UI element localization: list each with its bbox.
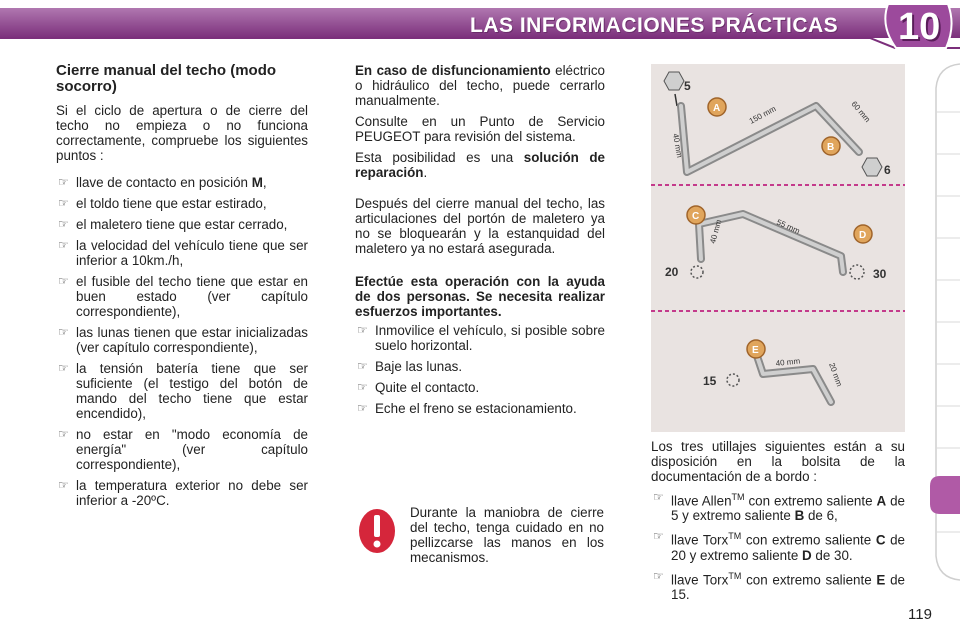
hand-pointer-icon: ☞ [653,568,664,583]
tool-label: 20 [665,265,679,279]
middle-column [355,63,605,422]
list-item: ☞ llave Torx™ con extremo saliente E de 15. [653,568,905,603]
header-title: LAS INFORMACIONES PRÁCTICAS [470,14,839,37]
list-item: ☞ la tensión batería tiene que ser suficiente (el testigo del botón de mando del techo tiene que estar encendido), [58,361,308,421]
tool-label: 15 [703,374,717,388]
tools-diagram [651,64,905,432]
dimension-label: 150 mm [747,104,778,126]
malfunction-paragraph: En caso de disfuncionamiento eléctrico o hidráulico del techo, puede cerrarlo manualmente. [355,63,605,108]
after-closing-paragraph: Después del cierre manual del techo, las articulaciones del portón de maletero ya no se bloquearán y la estanquidad del maletero ya no estará asegurada. [355,196,605,256]
list-item: ☞ Baje las lunas. [357,359,463,374]
list-item: ☞ Eche el freno se estacionamiento. [357,401,577,416]
tools-illustration [651,64,905,432]
dimension-label: 40 mm [775,356,801,368]
hand-pointer-icon: ☞ [58,238,69,252]
list-item: ☞ el toldo tiene que estar estirado, [58,196,267,211]
hand-pointer-icon: ☞ [58,196,69,210]
dimension-label: 20 mm [827,361,844,388]
hand-pointer-icon: ☞ [58,325,69,339]
hand-pointer-icon: ☞ [58,361,69,375]
list-item: ☞ Quite el contacto. [357,380,480,395]
list-item: ☞ el fusible del techo tiene que estar en buen estado (ver capítulo correspondiente), [58,274,308,319]
hand-pointer-icon: ☞ [58,274,69,288]
active-chapter-tab [930,476,960,514]
tool-label: A [713,103,721,114]
hand-pointer-icon: ☞ [357,380,368,394]
hand-pointer-icon: ☞ [58,217,69,231]
hand-pointer-icon: ☞ [357,359,368,373]
list-item: ☞ las lunas tienen que estar inicializadas (ver capítulo correspondiente), [58,325,308,355]
two-people-heading: Efectúe esta operación con la ayuda de dos personas. Se necesita realizar esfuerzos importantes. [355,274,605,319]
allen-key-tool [664,72,891,177]
torx-key-tool-15 [703,340,844,402]
section-title: Cierre manual del techo (modo socorro) [56,62,277,95]
check-list [56,175,308,508]
tool-label: B [827,142,835,153]
tool-label: 30 [873,267,887,281]
right-column [651,439,905,608]
hand-pointer-icon: ☞ [58,175,69,189]
list-item: ☞ llave de contacto en posición M, [58,175,267,190]
service-paragraph: Consulte en un Punto de Servicio PEUGEOT para revisión del sistema. [355,114,605,144]
page-header [0,0,960,52]
list-item: ☞ no estar en "modo economía de energía" (ver capítulo correspondiente), [58,427,308,472]
tools-list [651,490,905,602]
dimension-label: 40 mm [708,218,724,245]
tool-label: E [752,345,759,356]
list-item: ☞ llave Allen™ con extremo saliente A de 5 y extremo saliente B de 6, [653,490,905,524]
hand-pointer-icon: ☞ [653,529,664,544]
tool-label: D [859,230,867,241]
left-column [56,63,308,514]
warning-icon [357,507,397,560]
intro-paragraph: Si el ciclo de apertura o de cierre del techo no empieza o no funciona correctamente, compruebe los siguientes puntos : [56,103,308,163]
list-item: ☞ la temperatura exterior no debe ser inferior a -20ºC. [58,478,308,508]
warning-note [410,505,604,571]
hand-pointer-icon: ☞ [58,478,69,492]
chapter-number: 10 [898,6,941,48]
dimension-label: 60 mm [849,99,873,125]
hand-pointer-icon: ☞ [653,490,664,504]
repair-paragraph: Esta posibilidad es una solución de reparación. [355,150,605,180]
tool-label: C [692,211,700,222]
list-item: ☞ el maletero tiene que estar cerrado, [58,217,288,232]
list-item: ☞ Inmovilice el vehículo, si posible sobre suelo horizontal. [357,323,605,353]
hand-pointer-icon: ☞ [357,323,368,337]
hand-pointer-icon: ☞ [58,427,69,441]
page-number: 119 [908,606,932,623]
torx-key-tool-20-30 [665,206,887,281]
dimension-label: 55 mm [775,217,802,236]
tools-intro: Los tres utillajes siguientes están a su disposición en la bolsita de la documentación de a bordo : [651,439,905,484]
tool-label: 6 [884,163,891,177]
chapter-tabs [926,62,960,582]
dimension-label: 40 mm [671,132,685,159]
list-item: ☞ la velocidad del vehículo tiene que ser inferior a 10km./h, [58,238,308,268]
tool-label: 5 [684,79,691,93]
steps-list [355,323,605,416]
list-item: ☞ llave Torx™ con extremo saliente C de 20 y extremo saliente D de 30. [653,529,905,563]
warning-text: Durante la maniobra de cierre del techo, tenga cuidado en no pellizcarse las manos en los mecanismos. [410,505,604,565]
hand-pointer-icon: ☞ [357,401,368,415]
